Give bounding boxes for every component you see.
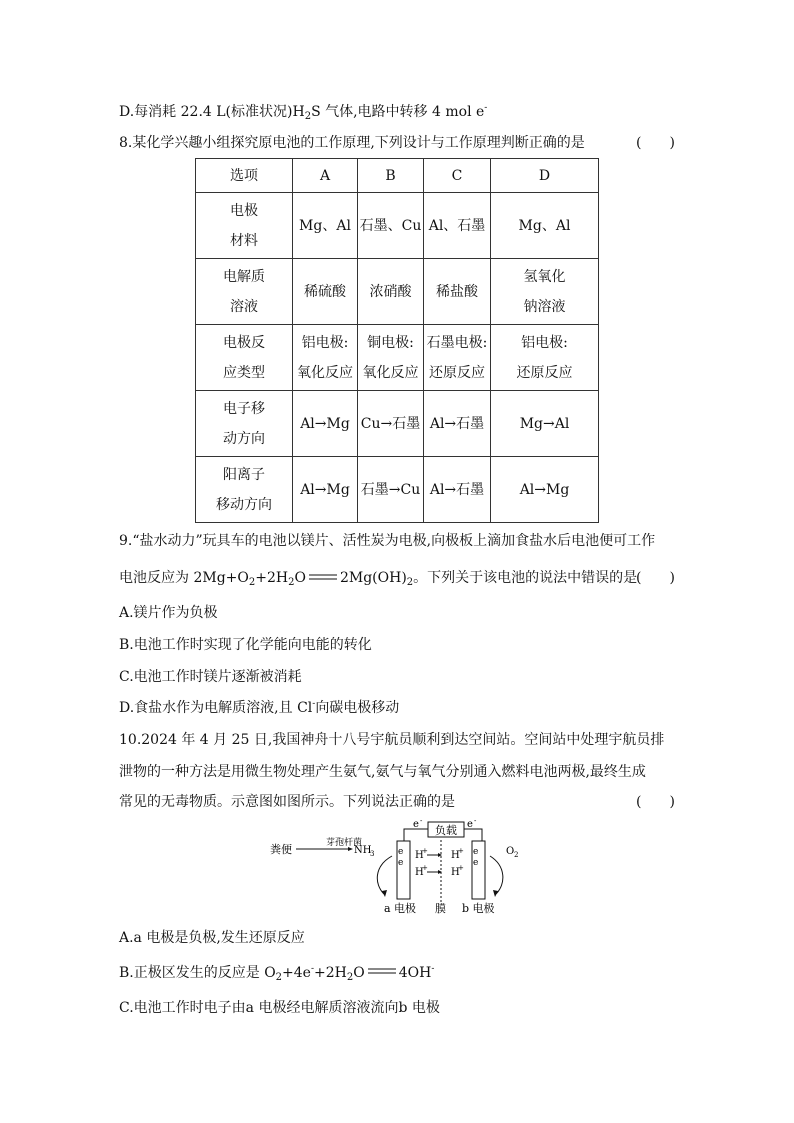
table-cell: Al→石墨	[424, 391, 491, 457]
q9-option-c: C.电池工作时镁片逐渐被消耗	[119, 669, 302, 685]
label-electrode-b: b 电极	[462, 902, 495, 915]
q8-stem: 8.某化学兴趣小组探究原电池的工作原理,下列设计与工作原理判断正确的是	[119, 135, 585, 151]
header-cell-b: B	[358, 159, 424, 193]
table-cell: 浓硝酸	[358, 259, 424, 325]
row-label: 电解质 溶液	[196, 259, 293, 325]
q10-option-b: B.正极区发生的反应是 $O_2+4e^-+2H_2O$ 4OH-	[119, 964, 435, 983]
row-label: 阳离子 移动方向	[196, 457, 293, 523]
nh3-inflow-arrow	[377, 856, 392, 894]
table-cell: Al、石墨	[424, 193, 491, 259]
svg-text:H: H	[451, 850, 460, 861]
q10-answer-paren: ( )	[636, 794, 675, 810]
table-cell: 石墨电极: 还原反应	[424, 325, 491, 391]
table-row-electrolyte	[196, 259, 599, 325]
q10-stem-line3: 常见的无毒物质。示意图如图所示。下列说法正确的是	[119, 794, 455, 810]
o2-inflow-arrow	[490, 856, 503, 894]
table-cell: 铝电极: 还原反应	[491, 325, 599, 391]
table-cell: 稀硫酸	[293, 259, 358, 325]
table-cell: Mg→Al	[491, 391, 599, 457]
q10-stem-line2: 泄物的一种方法是用微生物处理产生氨气,氨气与氧气分别通入燃料电池两极,最终生成	[119, 764, 646, 780]
table-cell: 铝电极: 氧化反应	[293, 325, 358, 391]
header-cell-d: D	[491, 159, 599, 193]
table-cell: Cu→石墨	[358, 391, 424, 457]
q9-answer-paren: ( )	[636, 570, 675, 586]
header-cell-a: A	[293, 159, 358, 193]
q9-option-a: A.镁片作为负极	[119, 605, 218, 621]
equals-sign-double-line	[309, 574, 337, 580]
row-label: 电极反 应类型	[196, 325, 293, 391]
table-cell: 石墨、Cu	[358, 193, 424, 259]
table-cell: Al→Mg	[293, 457, 358, 523]
svg-text:2: 2	[514, 851, 519, 859]
q9-option-d: D.食盐水作为电解质溶液,且 Cl-向碳电极移动	[119, 699, 400, 716]
svg-text:e: e	[398, 858, 404, 868]
q8-answer-paren: ( )	[636, 135, 675, 151]
q10-stem-line1: 10.2024 年 4 月 25 日,我国神舟十八号宇航员顺利到达空间站。空间站中处理宇航员排	[119, 732, 665, 748]
electron-label-left: e	[413, 819, 419, 830]
table-cell: 氢氧化 钠溶液	[491, 259, 599, 325]
table-row-electron-direction	[196, 391, 599, 457]
table-row-electrode-material	[196, 193, 599, 259]
q9-stem-line2: 电池反应为 $2Mg+O_2+2H_2O$ $2Mg(OH)_2$。下列关于该电池的说法中错误的是	[119, 570, 638, 588]
q9-option-b: B.电池工作时实现了化学能向电能的转化	[119, 637, 372, 653]
table-cell: 铜电极: 氧化反应	[358, 325, 424, 391]
row-label: 电子移 动方向	[196, 391, 293, 457]
table-cell: 石墨→Cu	[358, 457, 424, 523]
svg-text:+: +	[458, 864, 464, 872]
table-cell: Al→石墨	[424, 457, 491, 523]
nh3-label: NH	[354, 845, 372, 856]
table-row-reaction-type	[196, 325, 599, 391]
table-cell: Al→Mg	[293, 391, 358, 457]
q10-option-c: C.电池工作时电子由a 电极经电解质溶液流向b 电极	[119, 1000, 440, 1016]
fuel-cell-diagram	[268, 818, 530, 918]
header-cell-c: C	[424, 159, 491, 193]
o2-label: O	[506, 846, 515, 857]
electron-label-right: e	[467, 819, 473, 830]
q7-option-d: D.每消耗 22.4 L(标准状况)$H_2S$ 气体,电路中转移 4 mol e-	[119, 103, 488, 122]
svg-text:3: 3	[370, 850, 375, 858]
table-cell: Mg、Al	[491, 193, 599, 259]
table-cell: Mg、Al	[293, 193, 358, 259]
q8-options-table	[195, 158, 599, 523]
bacteria-label: 芽孢杆菌	[326, 838, 363, 848]
feces-label: 粪便	[270, 843, 292, 856]
label-membrane: 膜	[435, 902, 446, 915]
svg-text:e: e	[473, 847, 479, 857]
svg-text:-: -	[474, 818, 477, 825]
table-row-cation-direction	[196, 457, 599, 523]
svg-text:+: +	[422, 864, 428, 872]
row-label: 电极 材料	[196, 193, 293, 259]
equals-sign-double-line	[368, 968, 396, 974]
svg-text:e: e	[473, 858, 479, 868]
q10-option-a: A.a 电极是负极,发生还原反应	[119, 930, 305, 946]
table-header-row	[196, 159, 599, 193]
q9-stem-line1: 9.“盐水动力”玩具车的电池以镁片、活性炭为电极,向极板上滴加食盐水后电池便可工作	[119, 533, 656, 549]
load-label: 负载	[435, 824, 457, 837]
svg-text:H: H	[415, 850, 424, 861]
svg-text:+: +	[458, 847, 464, 855]
svg-text:+: +	[422, 847, 428, 855]
svg-text:e: e	[398, 847, 404, 857]
header-cell-option: 选项	[196, 159, 293, 193]
svg-text:H: H	[451, 867, 460, 878]
svg-text:H: H	[415, 867, 424, 878]
svg-text:-: -	[420, 818, 423, 825]
table-cell: Al→Mg	[491, 457, 599, 523]
label-electrode-a: a 电极	[384, 902, 417, 915]
table-cell: 稀盐酸	[424, 259, 491, 325]
